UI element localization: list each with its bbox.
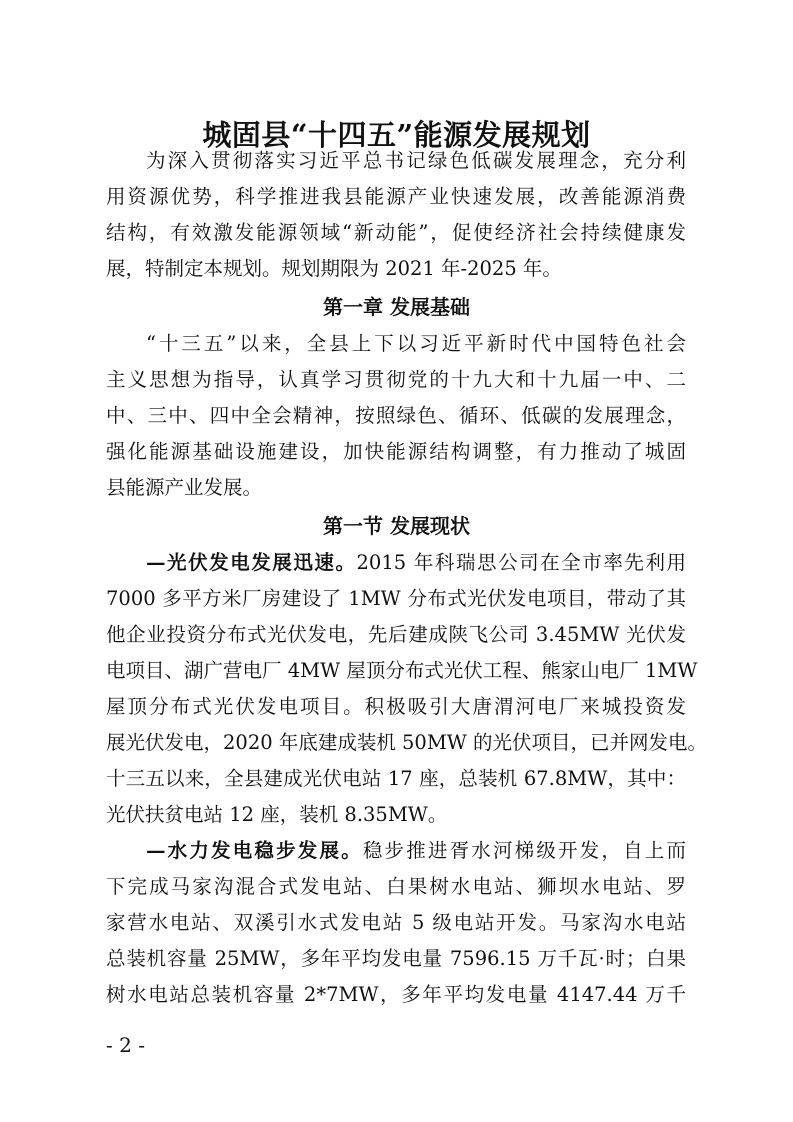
solar-line: 展光伏发电，2020 年底建成装机 50MW 的光伏项目，已并网发电。	[106, 731, 708, 754]
chapter-intro-line: 中、三中、四中全会精神，按照绿色、循环、低碳的发展理念，	[106, 404, 686, 427]
intro-line: 为深入贯彻落实习近平总书记绿色低碳发展理念，充分利	[146, 149, 686, 172]
hydro-line: 家营水电站、双溪引水式发电站 5 级电站开发。马家沟水电站	[106, 911, 686, 934]
intro-line: 用资源优势，科学推进我县能源产业快速发展，改善能源消费	[106, 185, 686, 208]
solar-lead: —光伏发电发展迅速。	[146, 551, 357, 574]
solar-line: 7000 多平方米厂房建设了 1MW 分布式光伏发电项目，带动了其	[106, 587, 686, 610]
page-number: - 2 -	[106, 1033, 145, 1057]
chapter-intro-line: 强化能源基础设施建设，加快能源结构调整，有力推动了城固	[106, 440, 686, 463]
chapter-intro-line: “十三五”以来，全县上下以习近平新时代中国特色社会	[146, 332, 686, 355]
chapter-heading: 第一章 发展基础	[323, 295, 470, 319]
document-title: 城固县“十四五”能源发展规划	[202, 118, 591, 152]
chapter-intro-line: 县能源产业发展。	[106, 476, 263, 499]
chapter-intro-line: 主义思想为指导，认真学习贯彻党的十九大和十九届一中、二	[106, 368, 686, 391]
solar-line: 光伏扶贫电站 12 座，装机 8.35MW。	[106, 803, 448, 826]
solar-paragraph-first-line	[146, 549, 686, 577]
solar-line: 屋顶分布式光伏发电项目。积极吸引大唐渭河电厂来城投资发	[106, 695, 686, 718]
solar-first-line-text: 2015 年科瑞思公司在全市率先利用	[356, 551, 686, 574]
hydro-line: 树水电站总装机容量 2*7MW，多年平均发电量 4147.44 万千	[106, 983, 686, 1006]
hydro-lead: —水力发电稳步发展。	[146, 839, 363, 862]
solar-line: 十三五以来，全县建成光伏电站 17 座，总装机 67.8MW，其中：	[106, 767, 686, 790]
solar-line: 电项目、湖广营电厂 4MW 屋顶分布式光伏工程、熊家山电厂 1MW	[106, 659, 698, 682]
hydro-line: 总装机容量 25MW，多年平均发电量 7596.15 万千瓦·时；白果	[106, 947, 686, 970]
hydro-line: 下完成马家沟混合式发电站、白果树水电站、狮坝水电站、罗	[106, 875, 686, 898]
section-heading: 第一节 发展现状	[323, 514, 470, 538]
intro-line: 展，特制定本规划。规划期限为 2021 年-2025 年。	[106, 257, 562, 280]
hydro-first-line-text: 稳步推进胥水河梯级开发，自上而	[362, 839, 686, 862]
hydro-paragraph-first-line	[146, 837, 686, 865]
intro-line: 结构，有效激发能源领域“新动能”，促使经济社会持续健康发	[106, 221, 686, 244]
solar-line: 他企业投资分布式光伏发电，先后建成陕飞公司 3.45MW 光伏发	[106, 623, 686, 646]
